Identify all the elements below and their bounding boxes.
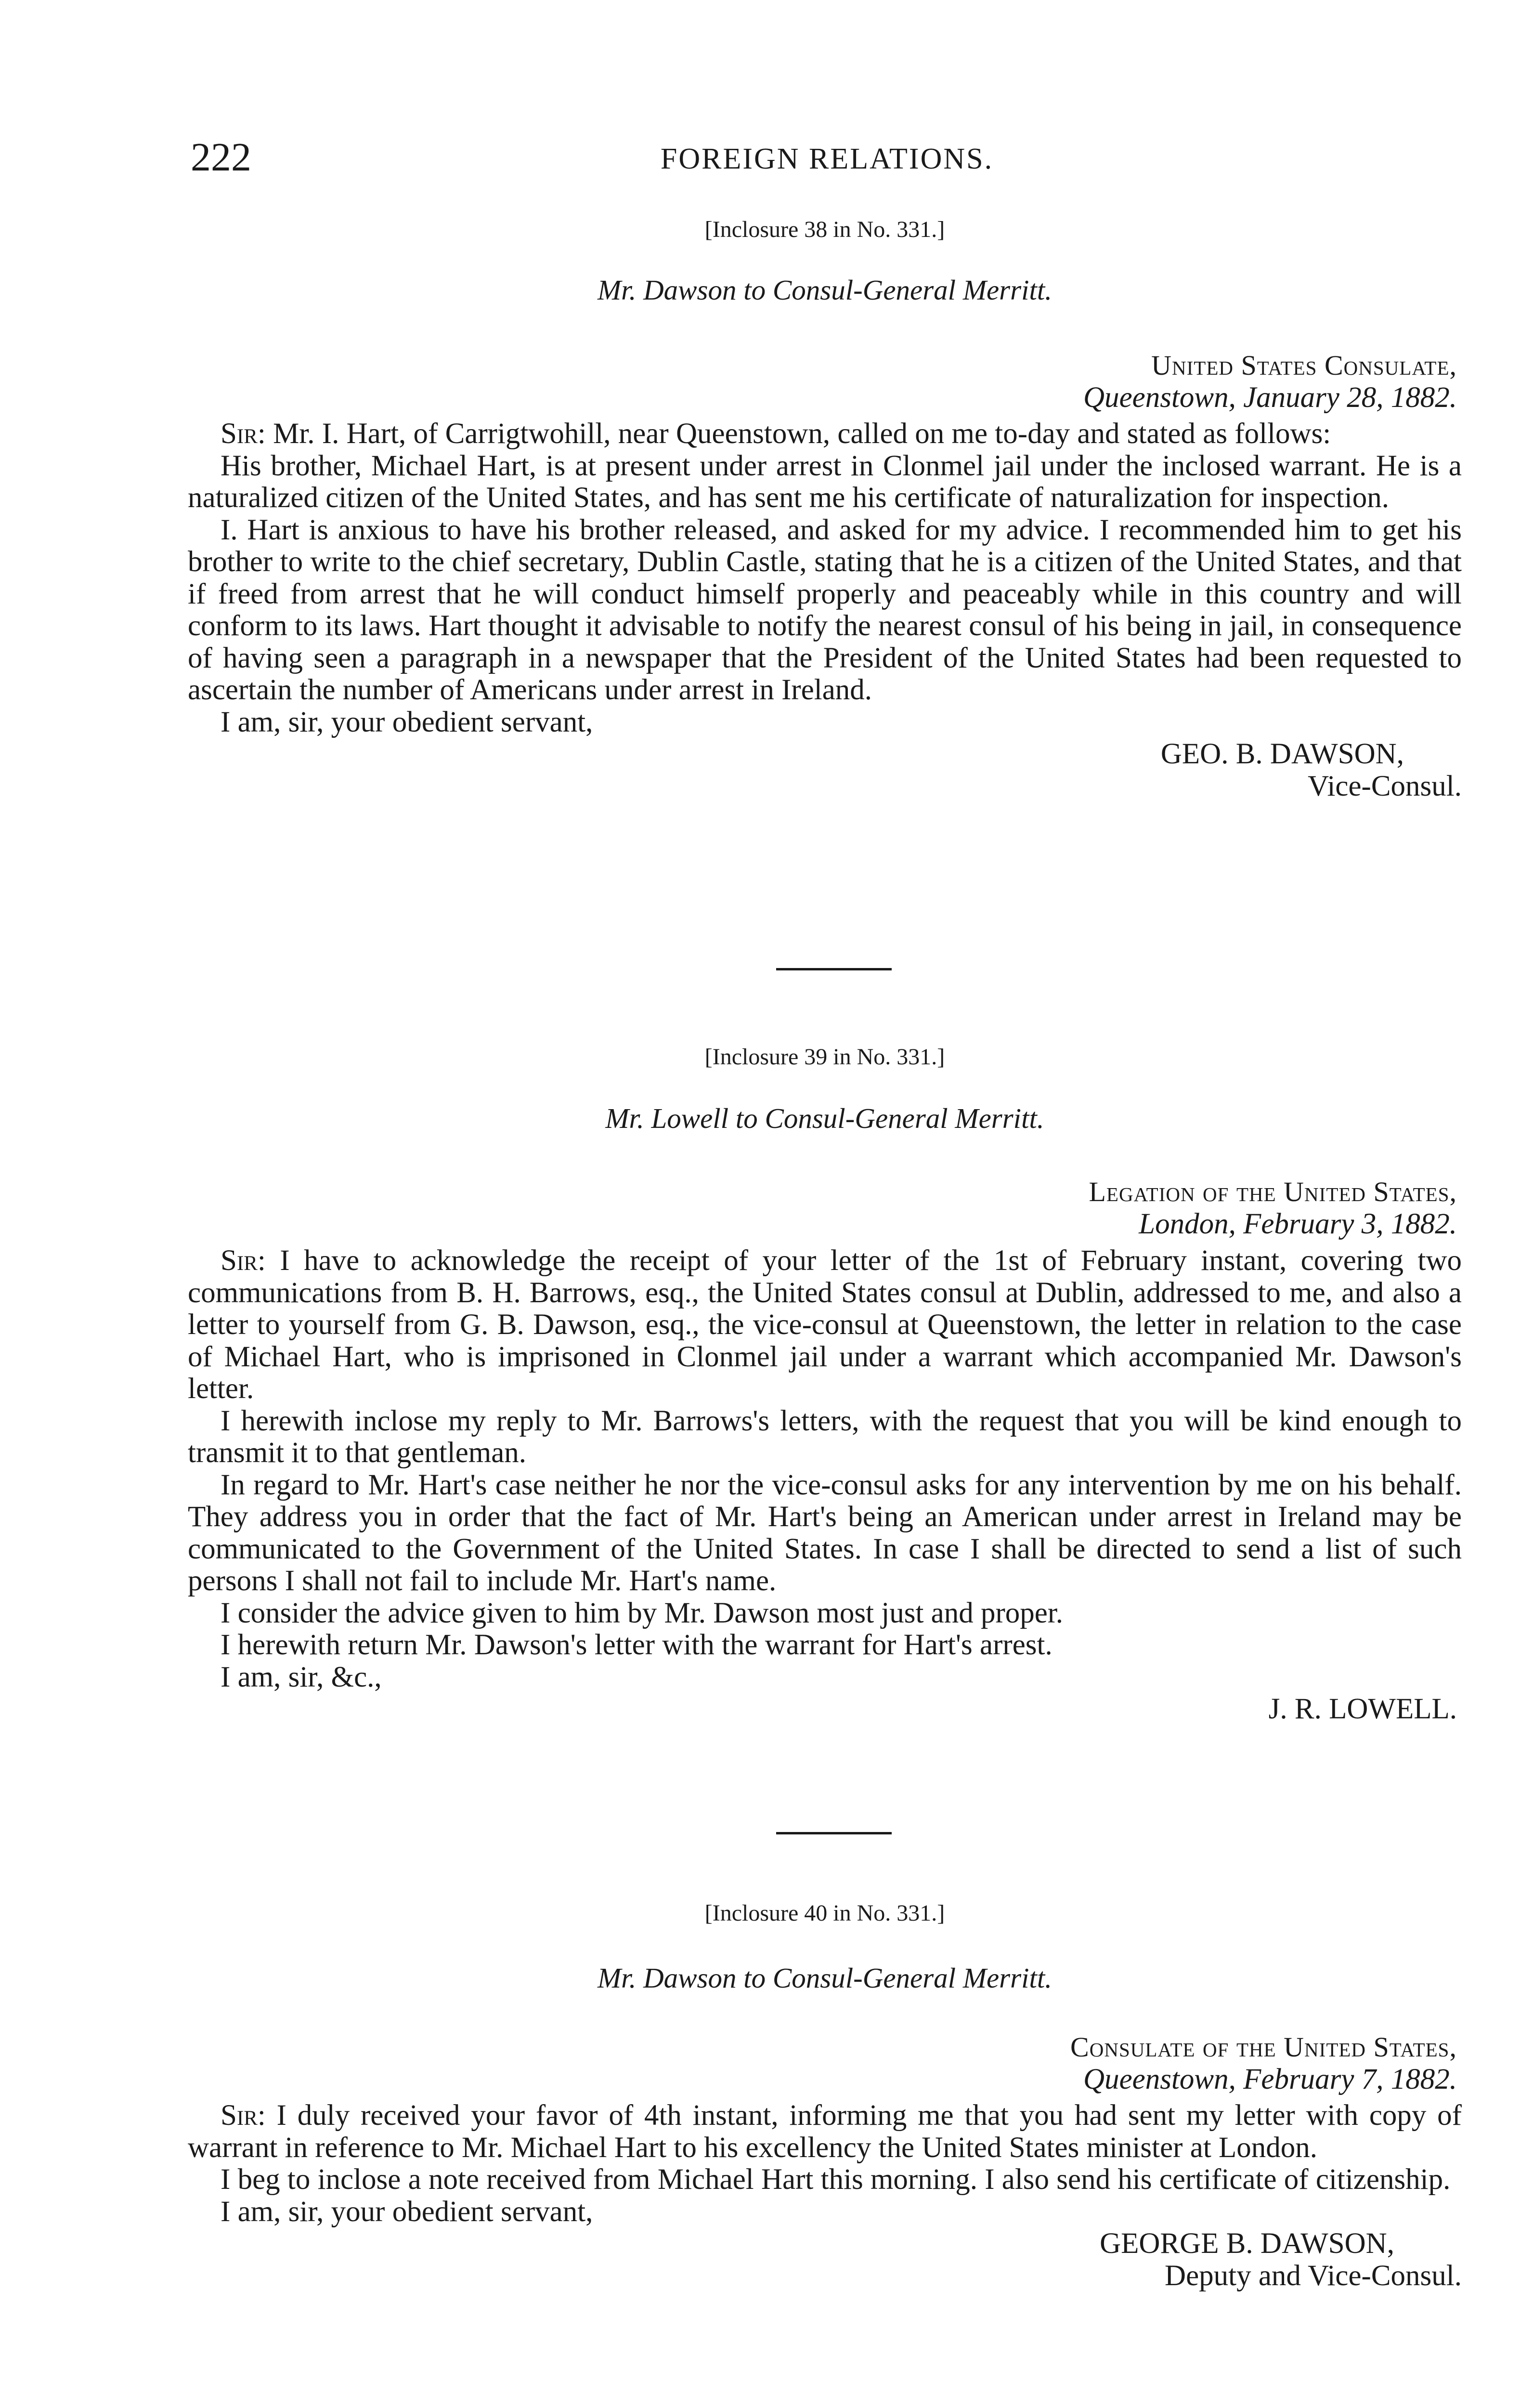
letter-heading [188,275,1462,305]
caption-text: [Inclosure 40 in No. 331.] [704,1900,945,1926]
paragraph-text: Mr. I. Hart, of Carrigtwohill, near Queenstown, called on me to-day and stated as follows: [273,418,1331,450]
heading-text: Mr. Lowell to Consul-General Merritt. [605,1102,1044,1134]
letter-heading [188,1103,1462,1134]
signature: GEO. B. DAWSON, [1160,738,1404,770]
dateline-date: London, February 3, 1882. [1139,1207,1457,1240]
inclosure-caption [188,217,1462,243]
running-title: FOREIGN RELATIONS. [660,143,994,175]
page-number: 222 [191,135,251,180]
caption-text: [Inclosure 38 in No. 331.] [704,217,945,242]
letter-body [188,418,1462,802]
salutation: Sir: [221,2099,266,2132]
paragraph-text: I have to acknowledge the receipt of your letter of the 1st of February instant, covering two communications from B. H. Barrows, esq., the United States consul at Dublin, addressed to me, and also a letter to yourself from G. B. Dawson, esq., the vice-consul at Queenstown, the letter in relation to the case of Michael Hart, who is imprisoned in Clonmel jail under a warrant which accompanied Mr. Dawson's letter. [188,1244,1462,1405]
signature-title: Deputy and Vice-Consul. [1165,2259,1462,2292]
section-divider [776,1832,892,1834]
paragraph: In regard to Mr. Hart's case neither he nor the vice-consul asks for any intervention by me on his behalf. They address you in order that the fact of Mr. Hart's being an American under arrest in Ireland may be communicated to the Government of the United States. In case I shall be directed to send a list of such persons I shall not fail to include Mr. Hart's name. [188,1468,1462,1597]
closing: I am, sir, your obedient servant, [221,2195,593,2228]
paragraph [188,418,1462,450]
paragraph: I. Hart is anxious to have his brother released, and asked for my advice. I recommended him to get his brother to write to the chief secretary, Dublin Castle, stating that he is a citizen of the United States, and that if freed from arrest that he will conduct himself properly and peaceably while in this country and will conform to its laws. Hart thought it advisable to notify the nearest consul of his being in jail, in consequence of having seen a paragraph in a newspaper that the President of the United States had been requested to ascertain the number of Americans under arrest in Ireland. [188,513,1462,706]
salutation: Sir: [221,418,266,450]
paragraph: His brother, Michael Hart, is at present under arrest in Clonmel jail under the inclosed warrant. He is a naturalized citizen of the United States, and has sent me his certificate of naturalization for inspection. [188,449,1462,514]
paragraph: I consider the advice given to him by Mr. Dawson most just and proper. [221,1597,1064,1629]
running-head [191,136,1463,179]
paragraph-text: I duly received your favor of 4th instant, informing me that you had sent my letter with copy of warrant in reference to Mr. Michael Hart to his excellency the United States minister at London. [188,2099,1462,2164]
signature-title: Vice-Consul. [1308,770,1462,802]
dateline [188,1176,1457,1240]
inclosure-caption [188,1900,1462,1926]
heading-text: Mr. Dawson to Consul-General Merritt. [598,1962,1052,1994]
section-divider [776,968,892,970]
dateline-date: Queenstown, February 7, 1882. [1083,2063,1457,2095]
closing: I am, sir, &c., [221,1661,382,1693]
paragraph: I herewith return Mr. Dawson's letter with the warrant for Hart's arrest. [221,1629,1052,1661]
dateline-place: United States Consulate, [1151,350,1457,381]
letter-heading [188,1963,1462,1993]
salutation: Sir: [221,1244,266,1277]
letter-body [188,2100,1462,2292]
paragraph [188,1245,1462,1405]
dateline [188,2031,1457,2095]
inclosure-caption [188,1044,1462,1070]
closing: I am, sir, your obedient servant, [221,706,593,738]
dateline-place: Consulate of the United States, [1070,2031,1457,2063]
letter-body [188,1245,1462,1726]
heading-text: Mr. Dawson to Consul-General Merritt. [598,274,1052,306]
paragraph: I herewith inclose my reply to Mr. Barrows's letters, with the request that you will be kind enough to transmit it to that gentleman. [188,1404,1462,1469]
signature: J. R. LOWELL. [1268,1693,1457,1725]
dateline-date: Queenstown, January 28, 1882. [1083,381,1457,414]
paragraph [188,2100,1462,2164]
caption-text: [Inclosure 39 in No. 331.] [704,1044,945,1070]
signature: GEORGE B. DAWSON, [1100,2227,1394,2260]
dateline [188,350,1457,414]
paragraph: I beg to inclose a note received from Michael Hart this morning. I also send his certificate of citizenship. [221,2163,1451,2196]
dateline-place: Legation of the United States, [1089,1176,1457,1207]
